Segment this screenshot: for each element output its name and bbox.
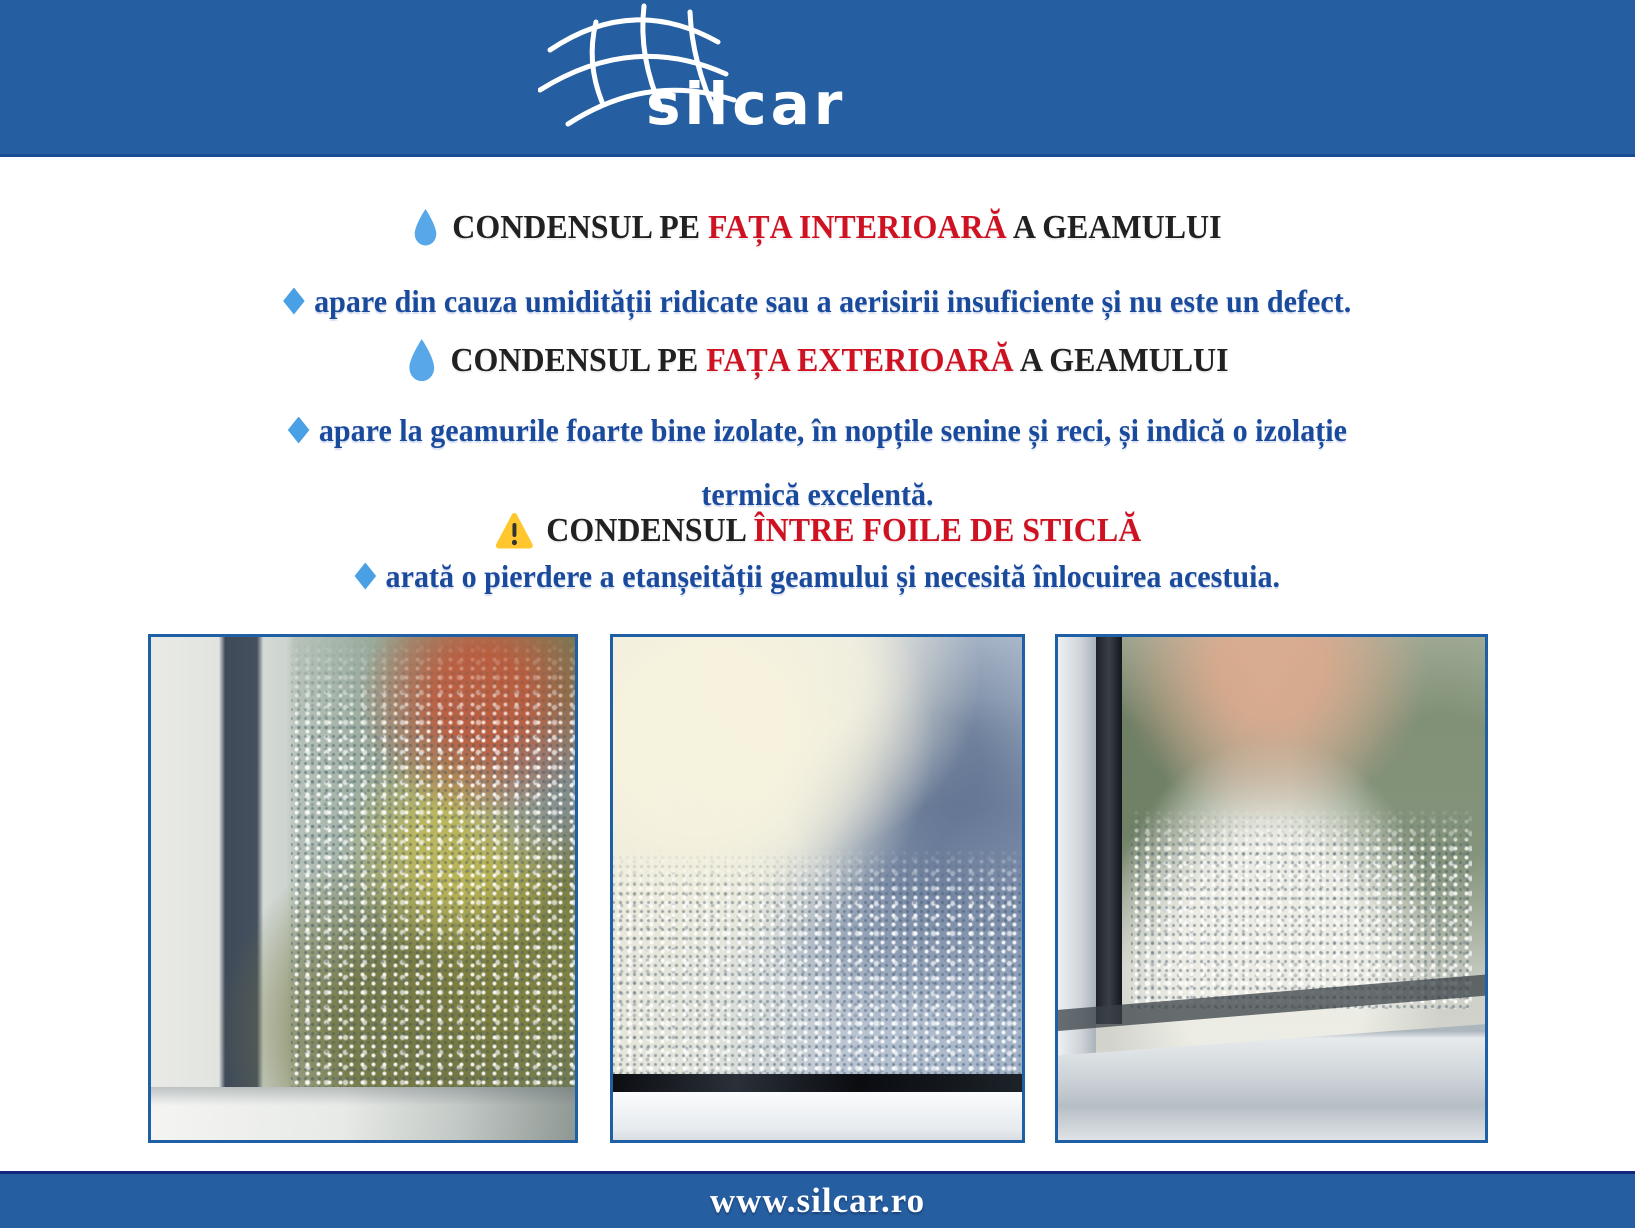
bullet-text: apare din cauza umidității ridicate sau a aerisirii insuficiente și nu este un defect. — [314, 282, 1352, 319]
bullet-text: arată o pierdere a etanșeității geamului și necesită înlocuirea acestuia. — [385, 557, 1281, 594]
photo-condens-fata-interioara — [148, 634, 578, 1143]
bullet-izolate — [0, 404, 1635, 456]
heading-condens-interior — [0, 205, 1635, 251]
heading-text: CONDENSUL — [546, 512, 754, 549]
condensation-droplets-layer — [1131, 808, 1473, 1009]
diamond-bullet-icon — [288, 417, 310, 444]
condensation-droplets-layer — [291, 637, 575, 1090]
warning-icon — [494, 510, 535, 552]
logo-text: silcar — [646, 70, 847, 137]
water-drop-icon — [407, 338, 436, 384]
heading-text: CONDENSUL PE — [452, 209, 709, 246]
bullet-etanseitate — [0, 551, 1635, 601]
photo-condens-intre-foile-de-sticla — [1055, 634, 1488, 1143]
bullet-text: apare la geamurile foarte bine izolate, în nopțile senine și reci, și indică o izolație — [318, 411, 1348, 448]
heading-condens-intre-foi — [0, 506, 1635, 556]
continuation-text: termică excelentă. — [701, 475, 934, 512]
bullet-umiditate — [0, 276, 1635, 326]
heading-text: CONDENSUL PE — [450, 342, 706, 379]
footer-bar — [0, 1171, 1635, 1228]
header-bar — [0, 0, 1635, 157]
heading-highlight: FAȚA INTERIOARĂ — [708, 209, 1007, 246]
water-drop-icon — [413, 208, 438, 248]
silcar-logo — [538, 2, 1008, 137]
heading-highlight: FAȚA EXTERIOARĂ — [705, 342, 1014, 379]
photo-condens-fata-exterioara — [610, 634, 1025, 1143]
diamond-bullet-icon — [283, 288, 305, 315]
website-url[interactable]: www.silcar.ro — [709, 1181, 926, 1220]
diamond-bullet-icon — [355, 563, 377, 590]
condensation-droplets-layer — [613, 848, 1022, 1084]
window-gasket-layer — [1096, 637, 1122, 1024]
heading-text: A GEAMULUI — [1006, 209, 1222, 246]
window-sill-layer — [151, 1087, 575, 1140]
heading-condens-exterior — [0, 334, 1635, 388]
heading-text: A GEAMULUI — [1013, 342, 1229, 379]
window-sill-layer — [613, 1092, 1022, 1140]
heading-highlight: ÎNTRE FOILE DE STICLĂ — [753, 512, 1142, 549]
window-gasket-layer — [613, 1074, 1022, 1092]
